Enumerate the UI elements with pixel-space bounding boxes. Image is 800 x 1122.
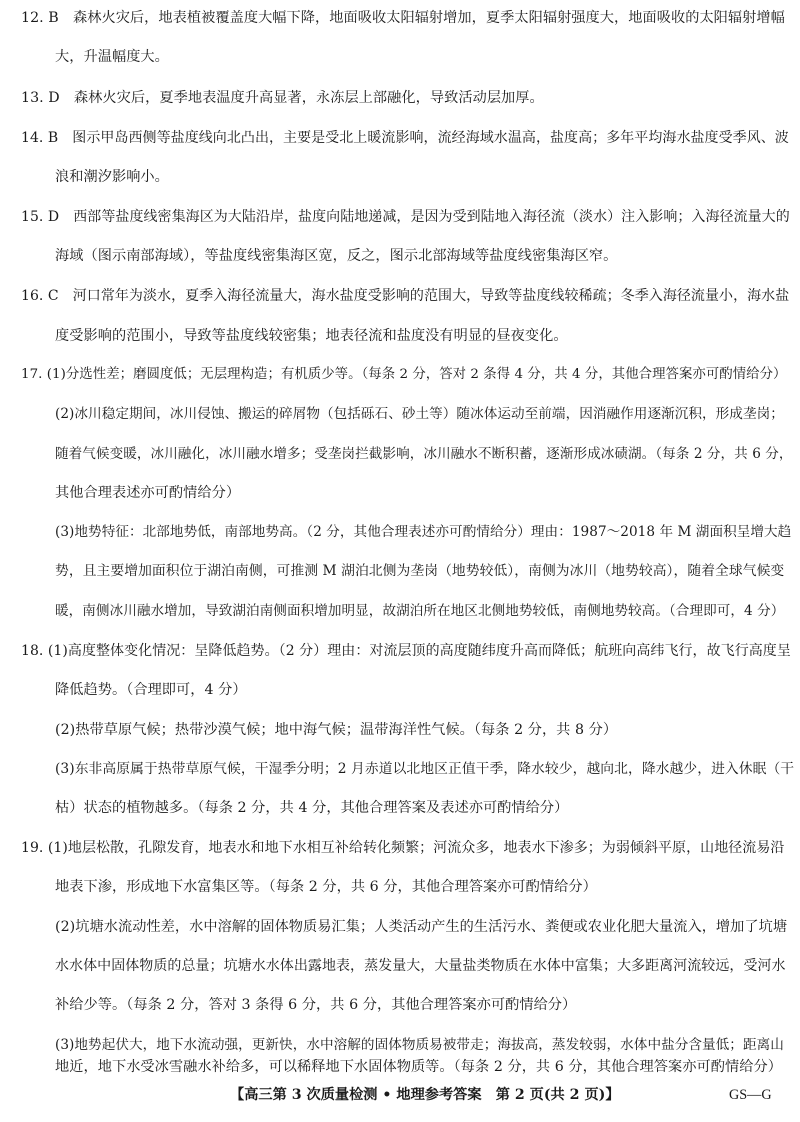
answer-line-q17-2: (2)冰川稳定期间，冰川侵蚀、搬运的碎屑物（包括砾石、砂土等）随冰体运动至前端，因消融作用逐渐沉积，形成垄岗；	[55, 406, 784, 422]
answer-line-q18-2: 降低趋势。（合理即可，4 分）	[55, 682, 247, 698]
answer-line-q19-7: 地近，地下水受冰雪融水补给多，可以稀释地下水固体物质等。（每条 2 分，共 6 分，其他合理答案亦可酌情给分）	[55, 1059, 782, 1075]
answer-line-q16-1: 16. C 河口常年为淡水，夏季入海径流量大，海水盐度受影响的范围大，导致等盐度线较稀疏；冬季入海径流量小，海水盐	[21, 288, 790, 304]
answer-line-q17-3: 随着气候变暖，冰川融化，冰川融水增多；受垄岗拦截影响，冰川融水不断积蓄，逐渐形成冰碛湖。（每条 2 分，共 6 分，	[55, 446, 793, 462]
answer-line-q19-2: 地表下渗，形成地下水富集区等。（每条 2 分，共 6 分，其他合理答案亦可酌情给分）	[55, 879, 597, 895]
answer-line-q17-5: (3)地势特征：北部地势低，南部地势高。（2 分，其他合理表述亦可酌情给分）理由：1987～2018 年 M 湖面积呈增大趋	[55, 524, 792, 540]
answer-line-q18-3: (2)热带草原气候；热带沙漠气候；地中海气候；温带海洋性气候。（每条 2 分，共 8 分）	[55, 722, 618, 738]
answer-line-q19-5: 补给少等。（每条 2 分，答对 3 条得 6 分，共 6 分，其他合理答案亦可酌情给分）	[55, 997, 577, 1013]
answer-line-q19-6: (3)地势起伏大，地下水流动强，更新快，水中溶解的固体物质易被带走；海拔高，蒸发较弱，水体中盐分含量低；距离山	[55, 1037, 784, 1053]
answer-line-q19-1: 19. (1)地层松散，孔隙发育，地表水和地下水相互补给转化频繁；河流众多，地表水下渗多；为弱倾斜平原，山地径流易沿	[21, 840, 785, 856]
answer-line-q19-4: 水水体中固体物质的总量；坑塘水水体出露地表，蒸发量大，大量盐类物质在水体中富集；大多距离河流较远，受河水	[55, 958, 786, 974]
answer-line-q13-1: 13. D 森林火灾后，夏季地表温度升高显著，永冻层上部融化，导致活动层加厚。	[21, 90, 544, 106]
answer-line-q17-6: 势，且主要增加面积位于湖泊南侧，可推测 M 湖泊北侧为垄岗（地势较低），南侧为冰川（地势较高），随着全球气候变	[55, 563, 785, 579]
answer-line-q14-2: 浪和潮汐影响小。	[55, 169, 169, 185]
answer-line-q18-5: 枯）状态的植物越多。（每条 2 分，共 4 分，其他合理答案及表述亦可酌情给分）	[55, 800, 569, 816]
answer-line-q18-4: (3)东非高原属于热带草原气候，干湿季分明；2 月赤道以北地区正值干季，降水较少，越向北，降水越少，进入休眠（干	[55, 761, 795, 777]
answer-line-q16-2: 度受影响的范围小，导致等盐度线较密集；地表径流和盐度没有明显的昼夜变化。	[55, 328, 568, 344]
answer-line-q12-2: 大，升温幅度大。	[55, 49, 169, 65]
answer-line-q17-1: 17. (1)分选性差；磨圆度低；无层理构造；有机质少等。（每条 2 分，答对 2 条得 4 分，共 4 分，其他合理答案亦可酌情给分）	[21, 367, 787, 382]
answer-line-q17-7: 暖，南侧冰川融水增加，导致湖泊南侧面积增加明显，故湖泊所在地区北侧地势较低，南侧地势较高。（合理即可，4 分）	[55, 603, 785, 619]
answer-line-q14-1: 14. B 图示甲岛西侧等盐度线向北凸出，主要是受北上暖流影响，流经海域水温高，盐度高；多年平均海水盐度受季风、波	[21, 130, 789, 146]
answer-line-q19-3: (2)坑塘水流动性差，水中溶解的固体物质易汇集；人类活动产生的生活污水、粪便或农业化肥大量流入，增加了坑塘	[55, 919, 788, 935]
footer-title: 【高三第 3 次质量检测 • 地理参考答案 第 2 页(共 2 页)】	[230, 1087, 620, 1103]
answer-line-q15-2: 海域（图示南部海域），等盐度线密集海区宽，反之，图示北部海域等盐度线密集海区窄。	[55, 248, 618, 264]
answer-line-q12-1: 12. B 森林火灾后，地表植被覆盖度大幅下降，地面吸收太阳辐射增加，夏季太阳辐射强度大，地面吸收的太阳辐射增幅	[21, 10, 785, 26]
answer-line-q17-4: 其他合理表述亦可酌情给分）	[55, 485, 241, 501]
answer-line-q15-1: 15. D 西部等盐度线密集海区为大陆沿岸，盐度向陆地递减，是因为受到陆地入海径流（淡水）注入影响；入海径流量大的	[21, 209, 790, 225]
footer-code: GS—G	[729, 1087, 772, 1103]
answer-line-q18-1: 18. (1)高度整体变化情况：呈降低趋势。（2 分）理由：对流层顶的高度随纬度升高而降低；航班向高纬飞行，故飞行高度呈	[21, 643, 791, 659]
